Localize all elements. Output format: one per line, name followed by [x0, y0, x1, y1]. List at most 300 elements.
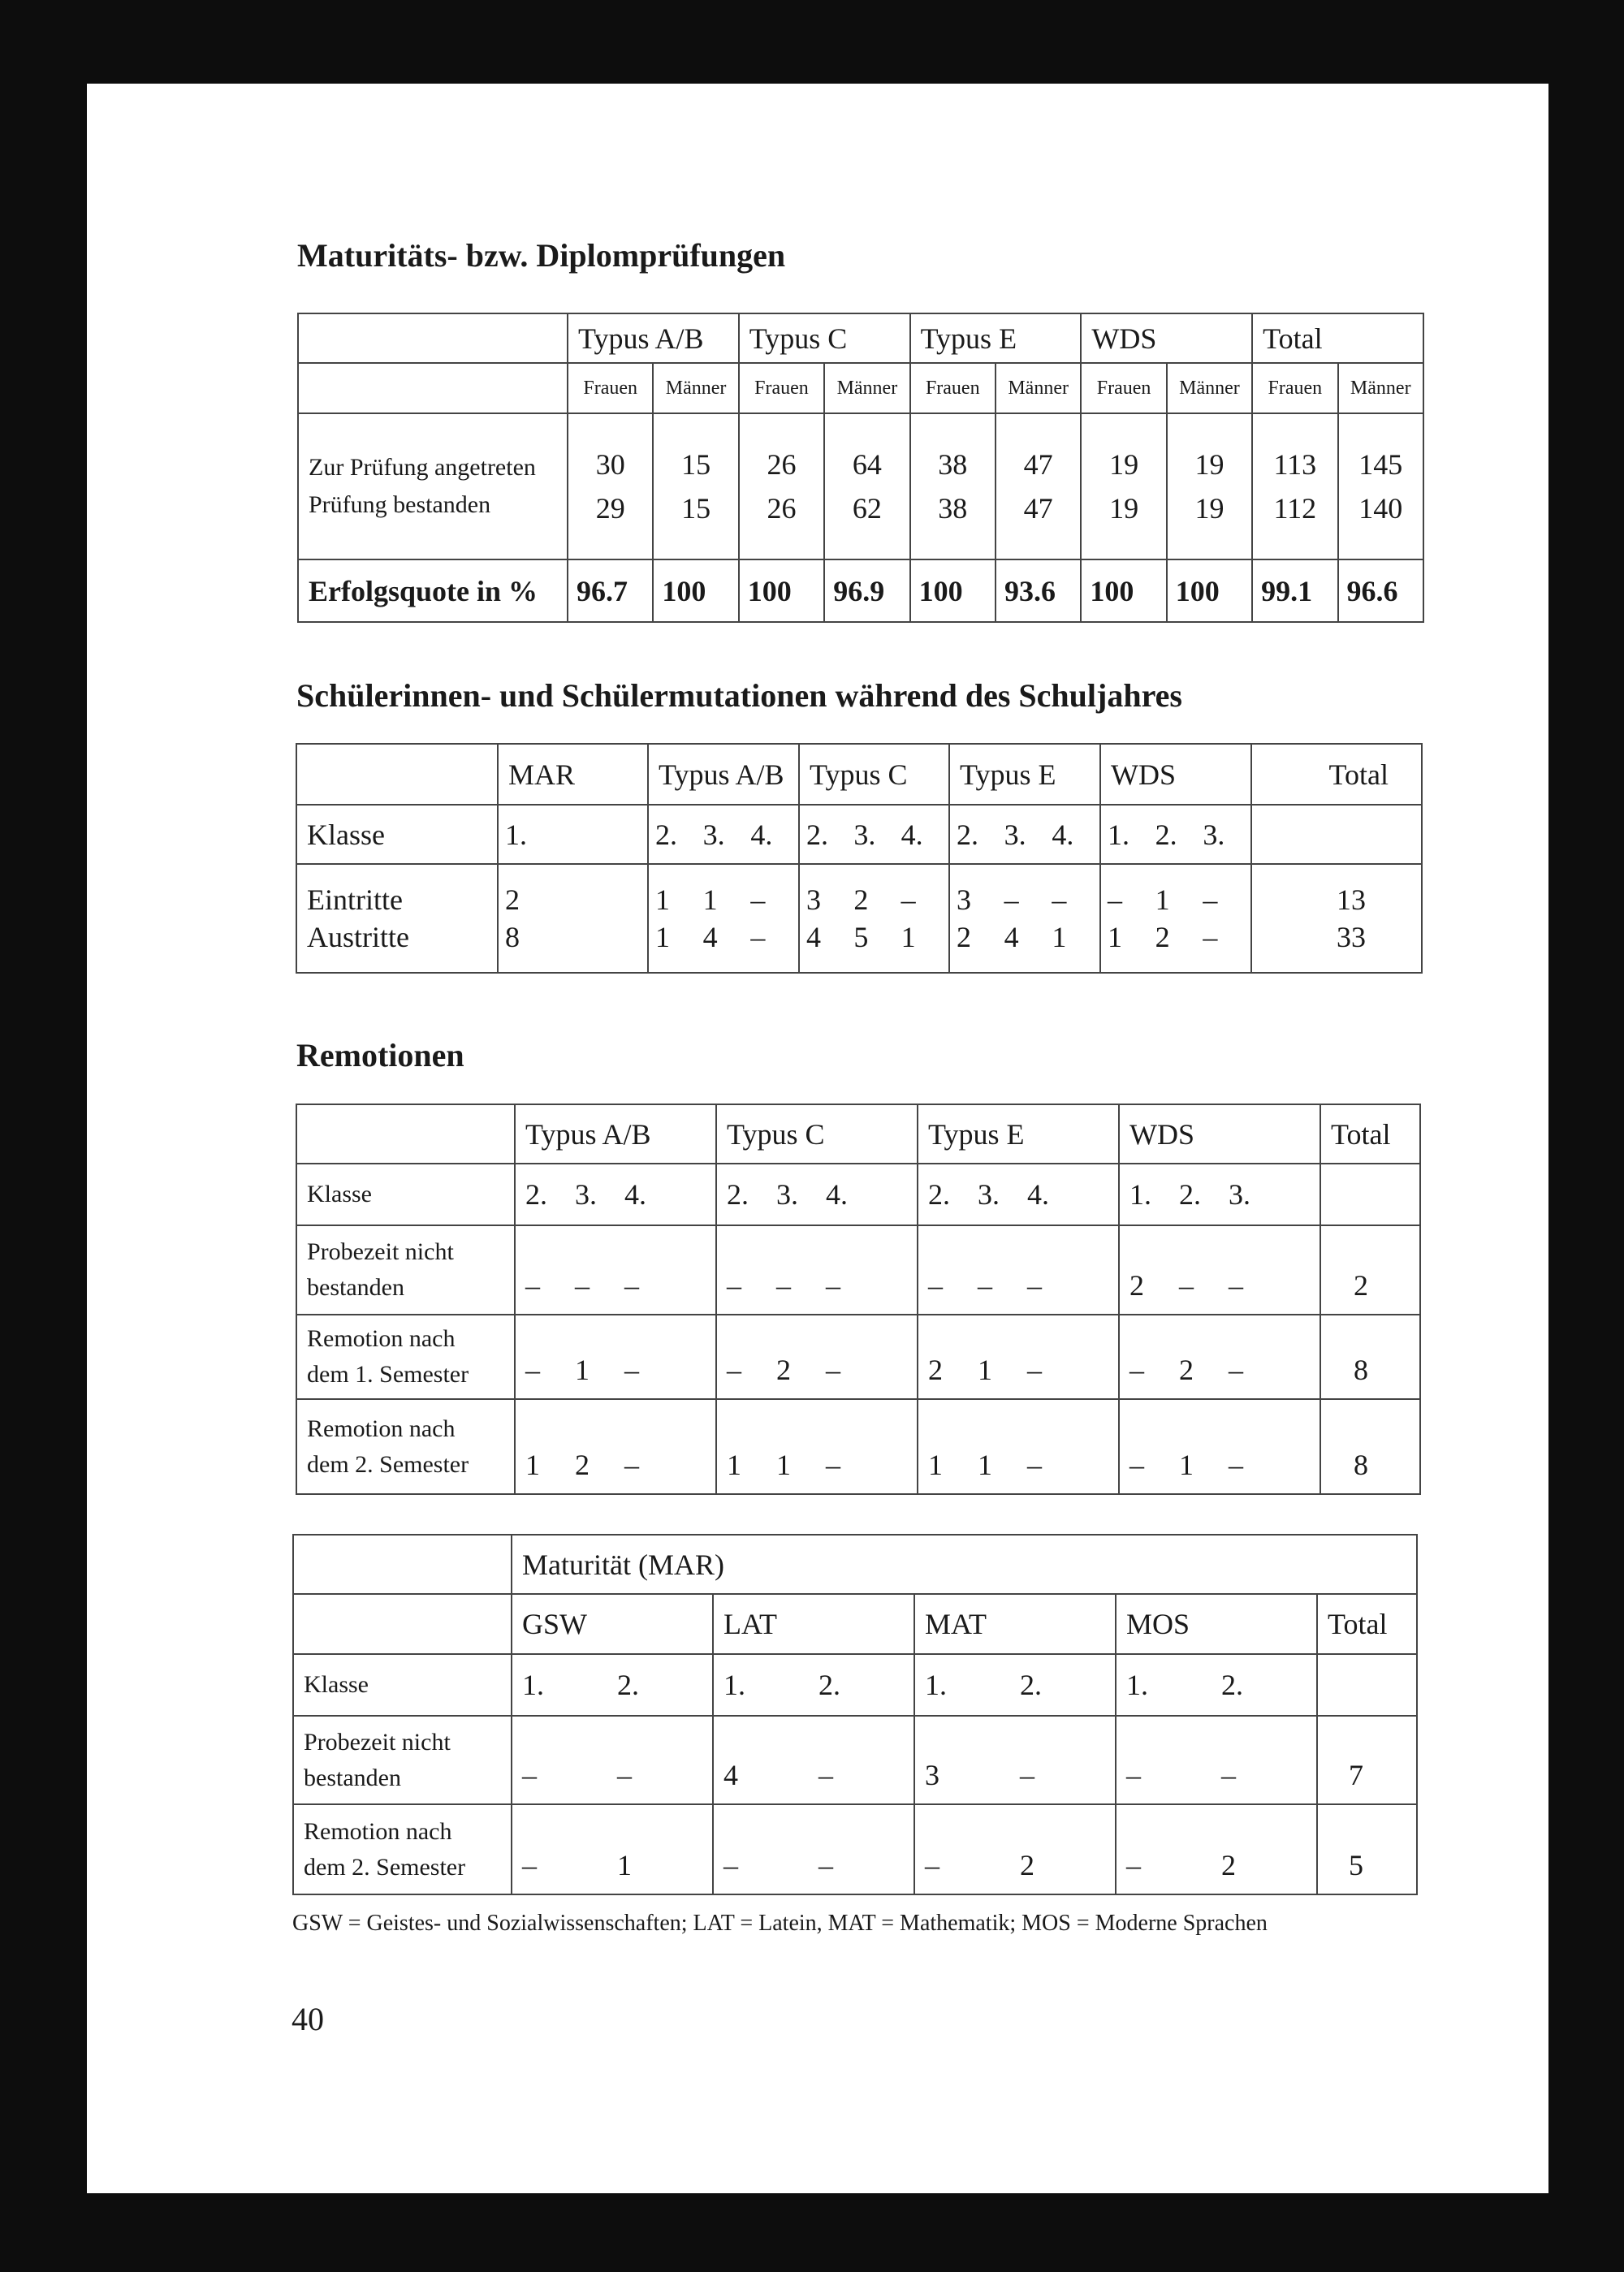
- document-page: [87, 84, 1548, 2193]
- cell-value: 2: [575, 1449, 590, 1481]
- value-cell: [918, 1399, 1119, 1494]
- cell-value: 96.6: [1338, 559, 1423, 622]
- value-group: [522, 1758, 712, 1792]
- cell-value: 1: [1179, 1449, 1194, 1481]
- cell-value: 4.: [1052, 818, 1074, 851]
- cell-value: –: [1020, 1759, 1034, 1791]
- value-group: [928, 1353, 1118, 1387]
- cell-value: 4: [806, 921, 821, 953]
- heading-mutationen: Schülerinnen- und Schülermutationen während des Schuljahres: [296, 677, 1182, 714]
- cell-value: –: [727, 1354, 741, 1386]
- table-row: [293, 1804, 1417, 1894]
- value-group: [806, 920, 948, 954]
- value-cell: [918, 1315, 1119, 1399]
- cell-value: 1.: [1126, 1669, 1148, 1701]
- value-group: [1126, 1758, 1316, 1792]
- row-label: Klasse: [296, 1164, 515, 1225]
- value-cell: [716, 1315, 918, 1399]
- cell-value: 1: [655, 883, 670, 916]
- cell-value: 3.: [1004, 818, 1026, 851]
- klasse-cell: [648, 805, 799, 864]
- value-group: [505, 818, 647, 852]
- cell-value: 64: [824, 413, 909, 486]
- value-group: [925, 1848, 1115, 1882]
- value-group: [925, 1668, 1115, 1702]
- cell-value: 2.: [806, 818, 828, 851]
- cell-value: 3.: [1203, 818, 1225, 851]
- total-value: 33: [1251, 918, 1422, 973]
- value-cell: [713, 1804, 914, 1894]
- cell-value: 4.: [750, 818, 773, 851]
- value-group: [1126, 1848, 1316, 1882]
- empty-cell: [296, 744, 498, 805]
- cell-value: –: [522, 1759, 537, 1791]
- cell-value: 3.: [575, 1178, 597, 1211]
- column-header: Typus E: [918, 1104, 1119, 1164]
- cell-value: 2: [1155, 921, 1170, 953]
- value-group: [1129, 1353, 1320, 1387]
- value-group: [723, 1758, 914, 1792]
- value-group: [505, 883, 647, 917]
- cell-value: 4.: [624, 1178, 646, 1211]
- cell-value: 19: [1167, 413, 1252, 486]
- cell-value: 2: [1179, 1354, 1194, 1386]
- value-group: [522, 1848, 712, 1882]
- klasse-cell: [498, 805, 648, 864]
- row-label: Eintritte: [296, 864, 498, 918]
- cell-value: 26: [739, 486, 824, 559]
- cell-value: –: [1179, 1269, 1194, 1302]
- cell-value: –: [776, 1269, 791, 1302]
- sub-header-frauen: Frauen: [568, 363, 653, 413]
- value-cell: [648, 918, 799, 973]
- cell-value: –: [1052, 883, 1067, 916]
- column-header: Typus C: [716, 1104, 918, 1164]
- column-header: GSW: [512, 1594, 713, 1654]
- row-label: Remotion nach dem 2. Semester: [296, 1399, 515, 1494]
- cell-value: 2.: [818, 1669, 840, 1701]
- cell-value: 2: [1020, 1849, 1034, 1881]
- cell-value: 1.: [723, 1669, 745, 1701]
- value-group: [1108, 883, 1250, 917]
- cell-value: 1: [655, 921, 670, 953]
- group-header: Typus C: [739, 313, 910, 363]
- cell-value: 2.: [617, 1669, 639, 1701]
- cell-value: –: [818, 1759, 833, 1791]
- cell-value: 1: [928, 1449, 943, 1481]
- cell-value: 4.: [1027, 1178, 1049, 1211]
- table-mutationen: [296, 743, 1423, 974]
- value-group: [957, 818, 1099, 852]
- column-header: Typus E: [949, 744, 1100, 805]
- cell-value: 47: [996, 413, 1081, 486]
- value-cell: [918, 1225, 1119, 1315]
- row-label: Probezeit nicht bestanden: [293, 1716, 512, 1804]
- sub-header-maenner: Männer: [1167, 363, 1252, 413]
- total-value: 2: [1320, 1225, 1420, 1315]
- cell-value: 3: [925, 1759, 939, 1791]
- cell-value: –: [1229, 1354, 1243, 1386]
- klasse-cell: [515, 1164, 716, 1225]
- cell-value: 1: [978, 1354, 992, 1386]
- cell-value: 1.: [1108, 818, 1129, 851]
- value-cell: [713, 1716, 914, 1804]
- value-cell: [799, 864, 949, 918]
- cell-value: –: [1108, 883, 1122, 916]
- empty-cell: [298, 363, 568, 413]
- cell-value: –: [727, 1269, 741, 1302]
- cell-value: –: [1229, 1269, 1243, 1302]
- value-group: [1126, 1668, 1316, 1702]
- cell-value: –: [723, 1849, 738, 1881]
- sub-header-frauen: Frauen: [1081, 363, 1166, 413]
- cell-value: –: [575, 1269, 590, 1302]
- cell-value: 2: [853, 883, 869, 916]
- value-group: [723, 1848, 914, 1882]
- klasse-row: [293, 1654, 1417, 1716]
- empty-cell: [296, 1104, 515, 1164]
- cell-value: 1: [575, 1354, 590, 1386]
- column-header: Typus A/B: [515, 1104, 716, 1164]
- klasse-cell: [949, 805, 1100, 864]
- cell-value: 100: [1167, 559, 1252, 622]
- cell-value: –: [750, 883, 766, 916]
- sub-header-maenner: Männer: [996, 363, 1081, 413]
- cell-value: 145: [1338, 413, 1423, 486]
- sub-header-frauen: Frauen: [739, 363, 824, 413]
- value-group: [957, 883, 1099, 917]
- value-cell: [716, 1225, 918, 1315]
- cell-value: 96.9: [824, 559, 909, 622]
- empty-cell: [1317, 1654, 1417, 1716]
- total-value: 7: [1317, 1716, 1417, 1804]
- cell-value: 3: [957, 883, 971, 916]
- value-group: [655, 920, 798, 954]
- cell-value: 1: [978, 1449, 992, 1481]
- value-cell: [512, 1804, 713, 1894]
- empty-cell: [293, 1594, 512, 1654]
- cell-value: –: [1126, 1849, 1141, 1881]
- cell-value: –: [522, 1849, 537, 1881]
- cell-value: 2: [505, 883, 520, 916]
- empty-cell: [293, 1535, 512, 1594]
- cell-value: 1: [776, 1449, 791, 1481]
- klasse-cell: [914, 1654, 1116, 1716]
- cell-value: –: [617, 1759, 632, 1791]
- total-value: 5: [1317, 1804, 1417, 1894]
- cell-value: 99.1: [1252, 559, 1337, 622]
- value-group: [522, 1668, 712, 1702]
- cell-value: 2.: [525, 1178, 547, 1211]
- value-cell: [1116, 1716, 1317, 1804]
- klasse-cell: [713, 1654, 914, 1716]
- cell-value: 1: [727, 1449, 741, 1481]
- header-row: [296, 744, 1422, 805]
- cell-value: 1: [617, 1849, 632, 1881]
- value-cell: [1100, 864, 1251, 918]
- sub-header-frauen: Frauen: [1252, 363, 1337, 413]
- cell-value: 2.: [1020, 1669, 1042, 1701]
- value-group: [505, 920, 647, 954]
- cell-value: 26: [739, 413, 824, 486]
- header-row: [296, 1104, 1420, 1164]
- row-label: Klasse: [293, 1654, 512, 1716]
- cell-value: 1: [901, 921, 916, 953]
- value-group: [925, 1758, 1115, 1792]
- cell-value: –: [624, 1354, 639, 1386]
- value-cell: [515, 1225, 716, 1315]
- cell-value: –: [1004, 883, 1019, 916]
- cell-value: –: [1229, 1449, 1243, 1481]
- cell-value: –: [928, 1269, 943, 1302]
- cell-value: 19: [1167, 486, 1252, 559]
- cell-value: 1: [1155, 883, 1170, 916]
- cell-value: –: [818, 1849, 833, 1881]
- cell-value: 2.: [1155, 818, 1177, 851]
- cell-value: 2.: [727, 1178, 749, 1211]
- value-group: [727, 1177, 917, 1212]
- value-group: [727, 1353, 917, 1387]
- column-header: WDS: [1119, 1104, 1320, 1164]
- cell-value: 8: [505, 921, 520, 953]
- group-header: Typus A/B: [568, 313, 739, 363]
- value-cell: [716, 1399, 918, 1494]
- cell-value: 29: [568, 486, 653, 559]
- cell-value: 93.6: [996, 559, 1081, 622]
- cell-value: 3.: [776, 1178, 798, 1211]
- cell-value: –: [624, 1269, 639, 1302]
- cell-value: 15: [653, 486, 738, 559]
- cell-value: 2: [957, 921, 971, 953]
- cell-value: 2: [1221, 1849, 1236, 1881]
- value-cell: [1100, 918, 1251, 973]
- table-row: [296, 918, 1422, 973]
- super-header: Maturität (MAR): [512, 1535, 1417, 1594]
- page-number: 40: [292, 2001, 324, 2037]
- sub-header-frauen: Frauen: [910, 363, 996, 413]
- cell-value: –: [925, 1849, 939, 1881]
- cell-value: 5: [853, 921, 869, 953]
- cell-value: 38: [910, 486, 996, 559]
- sub-header-maenner: Männer: [1338, 363, 1423, 413]
- total-value: 8: [1320, 1399, 1420, 1494]
- value-group: [1108, 818, 1250, 852]
- cell-value: –: [624, 1449, 639, 1481]
- value-cell: [498, 918, 648, 973]
- klasse-cell: [512, 1654, 713, 1716]
- group-header: WDS: [1081, 313, 1252, 363]
- column-header: LAT: [713, 1594, 914, 1654]
- klasse-cell: [918, 1164, 1119, 1225]
- table-remotionen: [296, 1104, 1421, 1495]
- cell-value: 3: [806, 883, 821, 916]
- value-group: [727, 1448, 917, 1482]
- row-label: Austritte: [296, 918, 498, 973]
- klasse-cell: [1116, 1654, 1317, 1716]
- value-cell: [515, 1315, 716, 1399]
- cell-value: –: [1203, 883, 1218, 916]
- table-row: [298, 486, 1423, 559]
- cell-value: 1: [525, 1449, 540, 1481]
- cell-value: –: [1129, 1354, 1144, 1386]
- cell-value: 100: [910, 559, 996, 622]
- klasse-cell: [799, 805, 949, 864]
- cell-value: –: [978, 1269, 992, 1302]
- cell-value: –: [826, 1449, 840, 1481]
- total-value: 8: [1320, 1315, 1420, 1399]
- cell-value: 1: [702, 883, 718, 916]
- cell-value: 1.: [522, 1669, 544, 1701]
- cell-value: 100: [653, 559, 738, 622]
- cell-value: 15: [653, 413, 738, 486]
- cell-value: 1.: [1129, 1178, 1151, 1211]
- header-row: [293, 1594, 1417, 1654]
- cell-value: 96.7: [568, 559, 653, 622]
- table-row: [296, 1315, 1420, 1399]
- column-header: MAT: [914, 1594, 1116, 1654]
- cell-value: –: [826, 1354, 840, 1386]
- klasse-cell: [716, 1164, 918, 1225]
- row-label: Remotion nach dem 1. Semester: [296, 1315, 515, 1399]
- cell-value: –: [826, 1269, 840, 1302]
- value-group: [806, 883, 948, 917]
- sub-header-maenner: Männer: [653, 363, 738, 413]
- value-group: [1108, 920, 1250, 954]
- cell-value: –: [1126, 1759, 1141, 1791]
- value-cell: [512, 1716, 713, 1804]
- cell-value: –: [525, 1354, 540, 1386]
- cell-value: 2.: [1221, 1669, 1243, 1701]
- value-group: [727, 1268, 917, 1302]
- value-cell: [949, 864, 1100, 918]
- table-pruefungen: [297, 313, 1424, 623]
- row-label: Erfolgsquote in %: [298, 559, 568, 622]
- cell-value: 62: [824, 486, 909, 559]
- cell-value: –: [1027, 1354, 1042, 1386]
- empty-cell: [1251, 805, 1422, 864]
- footnote: GSW = Geistes- und Sozialwissenschaften; LAT = Latein, MAT = Mathematik; MOS = Moderne Sprachen: [292, 1911, 1268, 1936]
- value-group: [723, 1668, 914, 1702]
- cell-value: –: [1221, 1759, 1236, 1791]
- cell-value: 140: [1338, 486, 1423, 559]
- value-group: [525, 1177, 715, 1212]
- value-cell: [799, 918, 949, 973]
- value-group: [957, 920, 1099, 954]
- cell-value: –: [1027, 1449, 1042, 1481]
- table-row: [293, 1716, 1417, 1804]
- value-cell: [648, 864, 799, 918]
- value-group: [928, 1177, 1118, 1212]
- value-group: [525, 1448, 715, 1482]
- klasse-row: [296, 805, 1422, 864]
- column-header: Total: [1317, 1594, 1417, 1654]
- table-row: [296, 864, 1422, 918]
- value-group: [928, 1448, 1118, 1482]
- value-group: [525, 1353, 715, 1387]
- cell-value: 4.: [826, 1178, 848, 1211]
- value-cell: [1116, 1804, 1317, 1894]
- value-cell: [1119, 1225, 1320, 1315]
- cell-value: 2: [776, 1354, 791, 1386]
- group-header: Total: [1252, 313, 1423, 363]
- cell-value: 47: [996, 486, 1081, 559]
- cell-value: 4: [702, 921, 718, 953]
- cell-value: 19: [1081, 413, 1166, 486]
- table-row: [298, 413, 1423, 486]
- value-group: [1129, 1268, 1320, 1302]
- value-group: [655, 818, 798, 852]
- sub-header-maenner: Männer: [824, 363, 909, 413]
- row-label: Zur Prüfung angetreten: [298, 413, 568, 486]
- column-header: Total: [1251, 744, 1422, 805]
- column-header: MOS: [1116, 1594, 1317, 1654]
- cell-value: 3.: [1229, 1178, 1250, 1211]
- value-cell: [498, 864, 648, 918]
- cell-value: 100: [1081, 559, 1166, 622]
- erfolgsquote-row: [298, 559, 1423, 622]
- cell-value: 113: [1252, 413, 1337, 486]
- cell-value: 3.: [702, 818, 725, 851]
- cell-value: 1.: [925, 1669, 947, 1701]
- value-cell: [914, 1716, 1116, 1804]
- cell-value: 2.: [1179, 1178, 1201, 1211]
- cell-value: 2.: [957, 818, 978, 851]
- value-cell: [914, 1804, 1116, 1894]
- cell-value: 2.: [928, 1178, 950, 1211]
- heading-remotionen: Remotionen: [296, 1037, 464, 1073]
- value-cell: [949, 918, 1100, 973]
- cell-value: 4: [723, 1759, 738, 1791]
- column-header: Total: [1320, 1104, 1420, 1164]
- cell-value: 4.: [901, 818, 923, 851]
- heading-pruefungen: Maturitäts- bzw. Diplomprüfungen: [297, 237, 786, 274]
- cell-value: 19: [1081, 486, 1166, 559]
- cell-value: 3.: [978, 1178, 1000, 1211]
- value-cell: [1119, 1315, 1320, 1399]
- klasse-cell: [1100, 805, 1251, 864]
- cell-value: –: [1027, 1269, 1042, 1302]
- cell-value: 1: [1052, 921, 1067, 953]
- cell-value: 2: [928, 1354, 943, 1386]
- group-header: Typus E: [910, 313, 1082, 363]
- value-group: [1129, 1177, 1320, 1212]
- value-cell: [515, 1399, 716, 1494]
- column-header: WDS: [1100, 744, 1251, 805]
- column-header: MAR: [498, 744, 648, 805]
- cell-value: 38: [910, 413, 996, 486]
- super-header-row: [293, 1535, 1417, 1594]
- total-value: 13: [1251, 864, 1422, 918]
- header-row: [298, 313, 1423, 363]
- cell-value: 100: [739, 559, 824, 622]
- row-label: Prüfung bestanden: [298, 486, 568, 559]
- table-row: [296, 1399, 1420, 1494]
- row-label: Remotion nach dem 2. Semester: [293, 1804, 512, 1894]
- column-header: Typus A/B: [648, 744, 799, 805]
- cell-value: –: [750, 921, 766, 953]
- cell-value: 4: [1004, 921, 1019, 953]
- klasse-cell: [1119, 1164, 1320, 1225]
- klasse-row: [296, 1164, 1420, 1225]
- value-group: [1129, 1448, 1320, 1482]
- value-group: [525, 1268, 715, 1302]
- cell-value: –: [1129, 1449, 1144, 1481]
- column-header: Typus C: [799, 744, 949, 805]
- table-remotionen-mar: [292, 1534, 1418, 1895]
- value-group: [655, 883, 798, 917]
- cell-value: 30: [568, 413, 653, 486]
- value-cell: [1119, 1399, 1320, 1494]
